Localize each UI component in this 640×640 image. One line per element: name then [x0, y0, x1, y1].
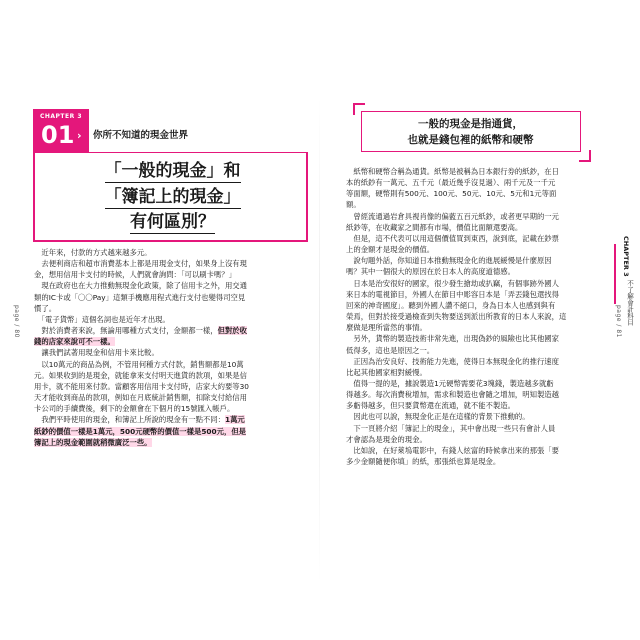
body-line: 曾經流通過岩倉具視肖像的偏藍五百元紙鈔，或者更早期的一元: [346, 211, 559, 221]
headline-line-3: [35, 211, 310, 233]
body-line: 比起其他國家相對緩慢。: [346, 367, 427, 377]
body-line: 額。: [346, 200, 361, 210]
body-line: 讓我們試著用現金和信用卡來比較。: [34, 348, 159, 358]
body-line: 去便利商店和超市消費基本上都是用現金支付，如果身上沒有現: [34, 259, 247, 269]
body-line: 得越多。每次消費稅增加，需求和製造也會隨之增加，明知製造越: [346, 390, 559, 400]
body-line: 慣了。: [34, 303, 57, 313]
body-line: 近年來，付款的方式越來越多元。: [34, 248, 152, 257]
page-number-right: page / 81: [615, 305, 622, 338]
body-line: 回來的神奇國度」。聽到外國人讚不絕口，身為日本人也感到與有: [346, 300, 556, 310]
body-line: 以10萬元的商品為例，不管用何種方式付款，銷售額都是10萬: [34, 359, 244, 369]
body-line: 正因為治安良好、技術能力先進，使得日本無現金化的推行速度: [346, 356, 559, 366]
body-line: 來日本的電視節目，外國人在節目中彫容日本是「弄丟錢包還找得: [346, 289, 559, 299]
highlighted-text: 1萬元: [224, 415, 245, 425]
body-line: 上的金額才是現金的價值。: [346, 245, 435, 255]
chapter-number: 01: [41, 121, 75, 149]
body-line: 紙鈔等，在收藏家之間都有市場，價值比面額還要高。: [346, 222, 523, 232]
body-line: 用卡，就不能用來付款。當顧客用信用卡支付時，店家大約要等30: [34, 381, 249, 391]
headline-line-2: [35, 186, 310, 208]
body-line: [34, 437, 314, 448]
headline-box: [33, 153, 308, 242]
body-line: 等面額，硬幣則有500元、100元、50元、10元、5元和1元等面: [346, 189, 557, 199]
left-body-text: [34, 247, 314, 448]
body-line: 紙幣和硬幣合稱為通貨。紙幣是被稱為日本銀行券的紙鈔，在日: [346, 167, 559, 176]
side-chapter-title: 不了解會計科目: [626, 280, 634, 326]
highlighted-text: 紙鈔的價值一樣是1萬元，500元硬幣的價值一樣是500元，但是: [34, 426, 247, 436]
body-line: 嗎？其中一個很大的原因在於日本人的高度道德感。: [346, 267, 515, 277]
body-line: 另外，貨幣的製造技術非常先進，出現偽鈔的風險也比其他國家: [346, 334, 559, 344]
section-heading-box: [361, 111, 581, 152]
body-line: 金，想用信用卡支付的時候，人們就會詢問：「可以刷卡嗎？」: [34, 270, 236, 280]
headline-text-1: 「一般的現金」和: [104, 161, 241, 181]
body-line: [34, 426, 314, 437]
page-gutter: [319, 95, 320, 585]
headline-text-2: 「簿記上的現金」: [104, 187, 241, 207]
body-line: 因此也可以說，無現金化正是在這樣的背景下推動的。: [346, 412, 530, 422]
body-line: 說句題外話，你知道日本推動無現金化的進展緩慢是什麼原因: [346, 256, 552, 266]
side-chapter-label: CHAPTER 3: [622, 236, 630, 277]
chapter-label: CHAPTER 3: [39, 113, 83, 120]
chapter-badge: [33, 109, 89, 153]
body-line: 值得一提的是，據說製造1元硬幣需要花3塊錢，製造越多就虧: [346, 378, 554, 388]
section-heading-line-1: 一般的現金是指通貨，: [418, 118, 523, 130]
body-line: 多少金額隨便你填」的紙，那張紙也算是現金。: [346, 457, 501, 467]
highlighted-text: 但對於收: [217, 326, 247, 336]
body-line: 「電子貨幣」這個名詞也是近年才出現。: [34, 314, 170, 324]
body-line: 卡公司的手續費後，剩下的金額會在下個月的15號匯入帳戶。: [34, 404, 235, 414]
body-line: [34, 336, 314, 347]
body-line: 對於消費者來說，無論用哪種方式支付，金額都一樣，但對於收: [34, 326, 247, 336]
highlighted-text: 簿記上的現金範圍就稍微廣泛一些。: [34, 437, 152, 447]
body-line: 類的IC卡或「〇〇Pay」這類手機應用程式進行支付也變得司空見: [34, 292, 246, 302]
body-line: 榮焉，但對於接受過檢查到失物要送到派出所教育的日本人來說，這: [346, 312, 567, 322]
section-title: 你所不知道的現金世界: [93, 130, 189, 141]
body-line: 才會認為是現金的現金。: [346, 434, 427, 444]
body-line: 元。如果收到的是現金，就能拿來支付明天進貨的款項，如果是信: [34, 370, 247, 380]
body-line: 麼做是理所當然的事情。: [346, 323, 427, 333]
body-line: 天才能收到商品的款項，例如在月底統計銷售額，扣除支付給信用: [34, 393, 247, 403]
body-line: 低得多，這也是原因之一。: [346, 345, 435, 355]
highlighted-text: 錢的店家來說可不一樣。: [34, 337, 115, 347]
chevron-right-icon: ›: [77, 129, 82, 142]
headline-line-1: [35, 160, 310, 182]
headline-text-3: 有何區別？: [130, 212, 215, 232]
corner-bracket-bottom-right: [579, 150, 591, 162]
section-heading-line-2: 也就是錢包裡的紙幣和硬幣: [407, 134, 534, 146]
page-number-left: page / 80: [13, 305, 20, 338]
body-line: 我們平時使用的現金，和簿記上所說的現金有一點不同：1萬元: [34, 415, 245, 425]
body-line: 日本是治安很好的國家，很少發生搶劫或扒竊，有個事跡外國人: [346, 278, 559, 288]
body-line: 但是，這不代表可以用這個價值買到東西，說到底，記載在鈔票: [346, 233, 559, 243]
body-line: 多虧得越多，但只要貨幣還在流通，就不能不製造。: [346, 401, 515, 411]
body-line: 下一頁將介紹「簿記上的現金」，其中會出現一些只有會計人員: [346, 423, 556, 433]
body-line: 比如說，在好萊塢電影中，有錢人炫富的時候拿出來的那張「要: [346, 445, 559, 455]
body-line: 現在政府也在大力推動無現金化政策，除了信用卡之外，用交通: [34, 281, 247, 291]
body-line: 本的紙鈔有一萬元、五千元（最近幾乎沒見過）、兩千元及一千元: [346, 178, 556, 188]
right-body-text: [346, 166, 608, 467]
side-tab-bar: [614, 244, 616, 304]
